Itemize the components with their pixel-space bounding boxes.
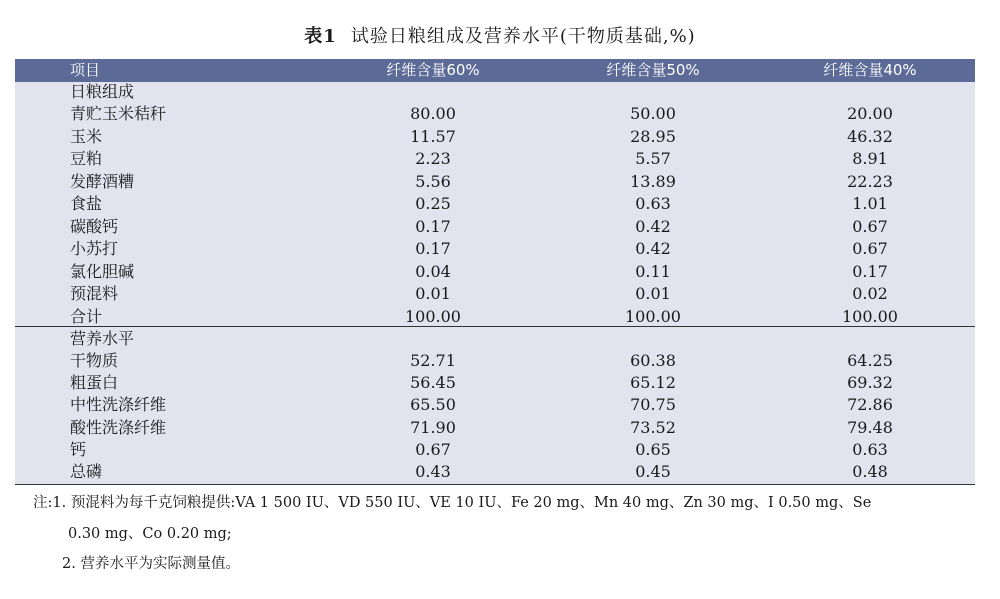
row-value-fiber-60: 0.25: [415, 194, 451, 213]
row-value-fiber-50: 0.45: [635, 462, 671, 481]
row-value-fiber-40: 20.00: [847, 104, 893, 123]
table-number: 表1: [304, 26, 337, 47]
row-value-fiber-40: 0.63: [852, 439, 888, 459]
row-value-fiber-60: 0.43: [415, 462, 451, 481]
row-value-fiber-50: 50.00: [630, 104, 676, 123]
row-value-fiber-40: 0.67: [852, 216, 888, 236]
table-row: [15, 193, 975, 215]
row-value-fiber-40: 100.00: [842, 306, 898, 326]
row-value-fiber-50: 0.42: [635, 239, 671, 258]
row-value-fiber-60: 11.57: [410, 126, 456, 146]
row-value-fiber-40: 72.86: [847, 395, 893, 415]
header-fiber-50: 纤维含量50%: [606, 61, 700, 79]
row-value-fiber-60: 65.50: [410, 395, 456, 415]
row-item: 豆粕: [70, 149, 103, 168]
row-value-fiber-40: 0.67: [852, 239, 888, 258]
section-title-row: [15, 81, 975, 103]
row-item: 预混料: [70, 284, 119, 303]
note-line-2: 0.30 mg、Co 0.20 mg;: [68, 526, 232, 542]
row-value-fiber-50: 0.65: [635, 439, 671, 459]
row-value-fiber-60: 0.67: [415, 439, 451, 459]
row-value-fiber-40: 79.48: [847, 417, 893, 437]
table-row: [15, 171, 975, 193]
table-row: [15, 126, 975, 148]
note-line-3: 2. 营养水平为实际测量值。: [62, 556, 240, 572]
row-value-fiber-50: 65.12: [630, 373, 676, 393]
row-value-fiber-40: 0.02: [852, 284, 888, 303]
row-item: 食盐: [70, 194, 103, 213]
row-value-fiber-50: 28.95: [630, 126, 676, 146]
row-value-fiber-40: 64.25: [847, 351, 893, 370]
row-value-fiber-60: 0.17: [415, 216, 451, 236]
section-title-nutrition: 营养水平: [70, 329, 135, 348]
table-title: 试验日粮组成及营养水平(干物质基础,%): [350, 26, 696, 47]
row-item: 干物质: [70, 351, 119, 370]
data-table: [15, 59, 975, 485]
row-value-fiber-50: 0.01: [635, 284, 671, 303]
row-value-fiber-50: 100.00: [625, 306, 681, 326]
table-row: [15, 148, 975, 170]
table-row: [15, 350, 975, 372]
row-item: 小苏打: [70, 239, 119, 258]
header-item: 项目: [70, 61, 101, 79]
row-value-fiber-40: 1.01: [852, 194, 888, 213]
row-value-fiber-40: 0.17: [852, 261, 888, 281]
row-value-fiber-40: 0.48: [852, 462, 888, 481]
row-value-fiber-60: 0.04: [415, 261, 451, 281]
table-caption: [0, 22, 1000, 48]
section-divider: [15, 326, 975, 327]
row-item: 中性洗涤纤维: [70, 395, 167, 415]
note-line-1: 注:1. 预混料为每千克饲粮提供:VA 1 500 IU、VD 550 IU、VE 10 IU、Fe 20 mg、Mn 40 mg、Zn 30 mg、I 0.50 mg、Se: [33, 495, 872, 511]
row-item: 碳酸钙: [70, 216, 119, 236]
header-fiber-40: 纤维含量40%: [823, 61, 917, 79]
row-item: 合计: [70, 306, 103, 326]
table-row: [15, 417, 975, 439]
section-title-row: [15, 328, 975, 350]
row-item: 发酵酒糟: [70, 171, 135, 191]
table-row: [15, 238, 975, 260]
row-value-fiber-50: 60.38: [630, 351, 676, 370]
row-value-fiber-50: 13.89: [630, 171, 676, 191]
row-value-fiber-60: 0.01: [415, 284, 451, 303]
row-value-fiber-50: 0.11: [635, 261, 671, 281]
row-item: 玉米: [70, 126, 103, 146]
row-item: 总磷: [70, 462, 103, 481]
row-item: 钙: [70, 439, 87, 459]
row-value-fiber-60: 5.56: [415, 171, 451, 191]
row-value-fiber-60: 52.71: [410, 351, 456, 370]
row-value-fiber-40: 22.23: [847, 171, 893, 191]
table-row: [15, 216, 975, 238]
row-value-fiber-60: 71.90: [410, 417, 456, 437]
row-value-fiber-40: 8.91: [852, 149, 888, 168]
table-header: [15, 59, 975, 82]
row-value-fiber-50: 70.75: [630, 395, 676, 415]
row-value-fiber-40: 69.32: [847, 373, 893, 393]
row-item: 粗蛋白: [70, 373, 119, 393]
row-value-fiber-50: 0.42: [635, 216, 671, 236]
row-value-fiber-60: 56.45: [410, 373, 456, 393]
row-value-fiber-60: 80.00: [410, 104, 456, 123]
row-value-fiber-60: 2.23: [415, 149, 451, 168]
row-value-fiber-40: 46.32: [847, 126, 893, 146]
row-item: 酸性洗涤纤维: [70, 417, 167, 437]
table-row: [15, 261, 975, 283]
row-value-fiber-50: 73.52: [630, 417, 676, 437]
row-item: 氯化胆碱: [70, 261, 135, 281]
table-row: [15, 372, 975, 394]
table-row: [15, 394, 975, 416]
table-row: [15, 103, 975, 125]
row-value-fiber-60: 100.00: [405, 306, 461, 326]
table-row: [15, 306, 975, 328]
row-item: 青贮玉米秸秆: [70, 104, 167, 123]
table-row: [15, 283, 975, 305]
table-row: [15, 439, 975, 461]
section-title-diet: 日粮组成: [70, 82, 135, 101]
header-fiber-60: 纤维含量60%: [386, 61, 480, 79]
table-row: [15, 461, 975, 483]
row-value-fiber-50: 5.57: [635, 149, 671, 168]
row-value-fiber-60: 0.17: [415, 239, 451, 258]
row-value-fiber-50: 0.63: [635, 194, 671, 213]
